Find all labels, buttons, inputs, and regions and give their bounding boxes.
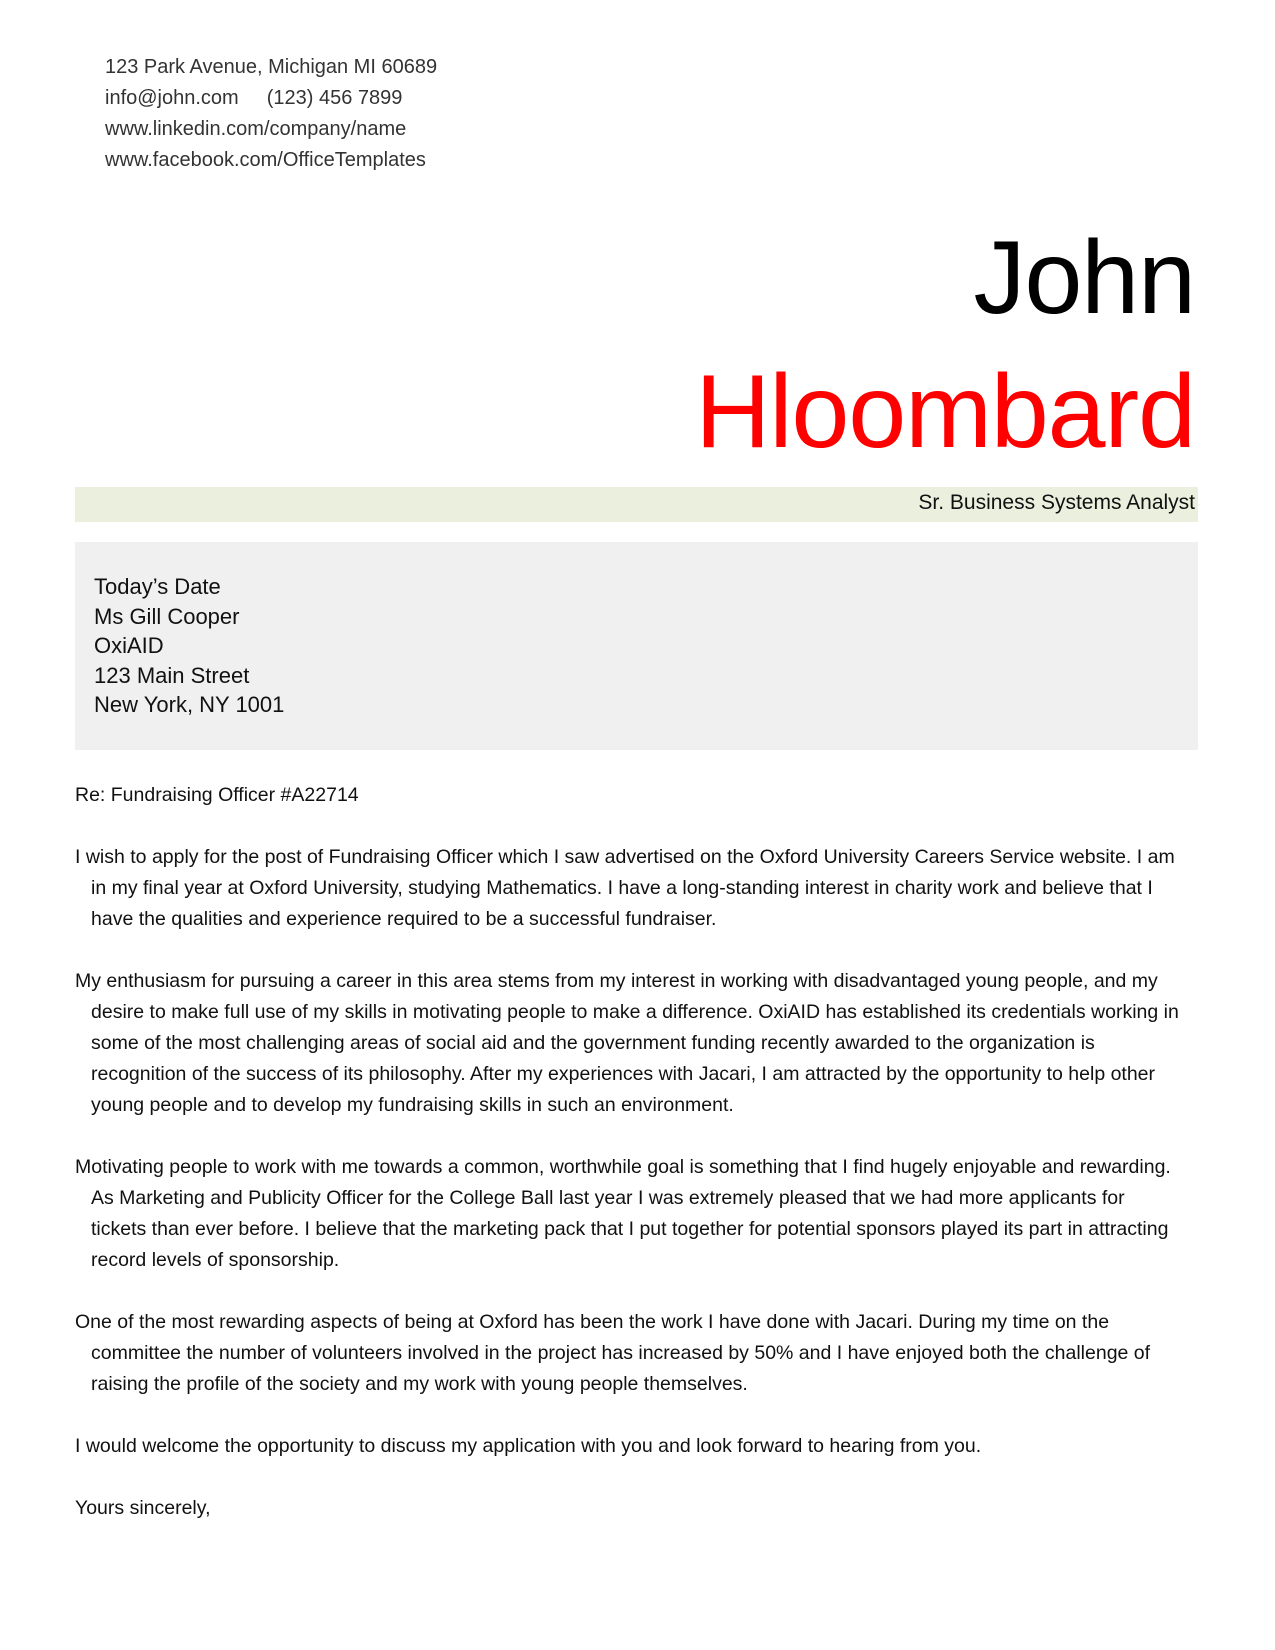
paragraph: My enthusiasm for pursuing a career in this area stems from my interest in working with disadvantaged young people, and my desire to make full use of my skills in motivating people to make a difference. OxiAID has established its credentials working in some of the most challenging areas of social aid and the government funding recently awarded to the organization is recognition of the success of its philosophy. After my experiences with Jacari, I am attracted by the opportunity to help other young people and to develop my fundraising skills in such an environment. [75, 970, 1179, 1116]
paragraph: Motivating people to work with me towards a common, worthwhile goal is something that I find hugely enjoyable and rewarding. As Marketing and Publicity Officer for the College Ball last year I was extremely pleased that we had more applicants for tickets than ever before. I believe that the marketing pack that I put together for potential sponsors played its part in attracting record levels of sponsorship. [75, 1156, 1171, 1271]
contact-email-phone-row [105, 83, 437, 114]
re-line: Re: Fundraising Officer #A22714 [75, 784, 359, 806]
contact-email: info@john.com [105, 87, 239, 109]
job-title: Sr. Business Systems Analyst [918, 491, 1195, 514]
closing: Yours sincerely, [75, 1497, 211, 1519]
contact-linkedin: www.linkedin.com/company/name [105, 118, 407, 140]
last-name: Hloombard [695, 354, 1195, 470]
paragraph: I would welcome the opportunity to discuss my application with you and look forward to hearing from you. [75, 1435, 982, 1457]
recipient-name: Ms Gill Cooper [94, 603, 240, 629]
recipient-date: Today’s Date [94, 574, 221, 599]
recipient-block [75, 542, 1198, 750]
contact-facebook: www.facebook.com/OfficeTemplates [105, 149, 426, 171]
paragraph: One of the most rewarding aspects of being at Oxford has been the work I have done with Jacari. During my time on the committee the number of volunteers involved in the project has increased by 50% and I have enjoyed both the challenge of raising the profile of the society and my work with young people themselves. [75, 1311, 1151, 1395]
paragraph: I wish to apply for the post of Fundraising Officer which I saw advertised on the Oxford University Careers Service website. I am in my final year at Oxford University, studying Mathematics. I have a long-standing interest in charity work and believe that I have the qualities and experience required to be a successful fundraiser. [75, 846, 1175, 930]
job-title-band [75, 487, 1198, 522]
contact-address: 123 Park Avenue, Michigan MI 60689 [105, 56, 438, 78]
letter-body [75, 780, 1185, 1555]
recipient-street: 123 Main Street [94, 662, 250, 688]
first-name: John [973, 220, 1195, 336]
recipient-company: OxiAID [94, 633, 164, 658]
contact-block [105, 52, 437, 176]
recipient-city: New York, NY 1001 [94, 692, 285, 717]
contact-phone: (123) 456 7899 [266, 87, 403, 109]
